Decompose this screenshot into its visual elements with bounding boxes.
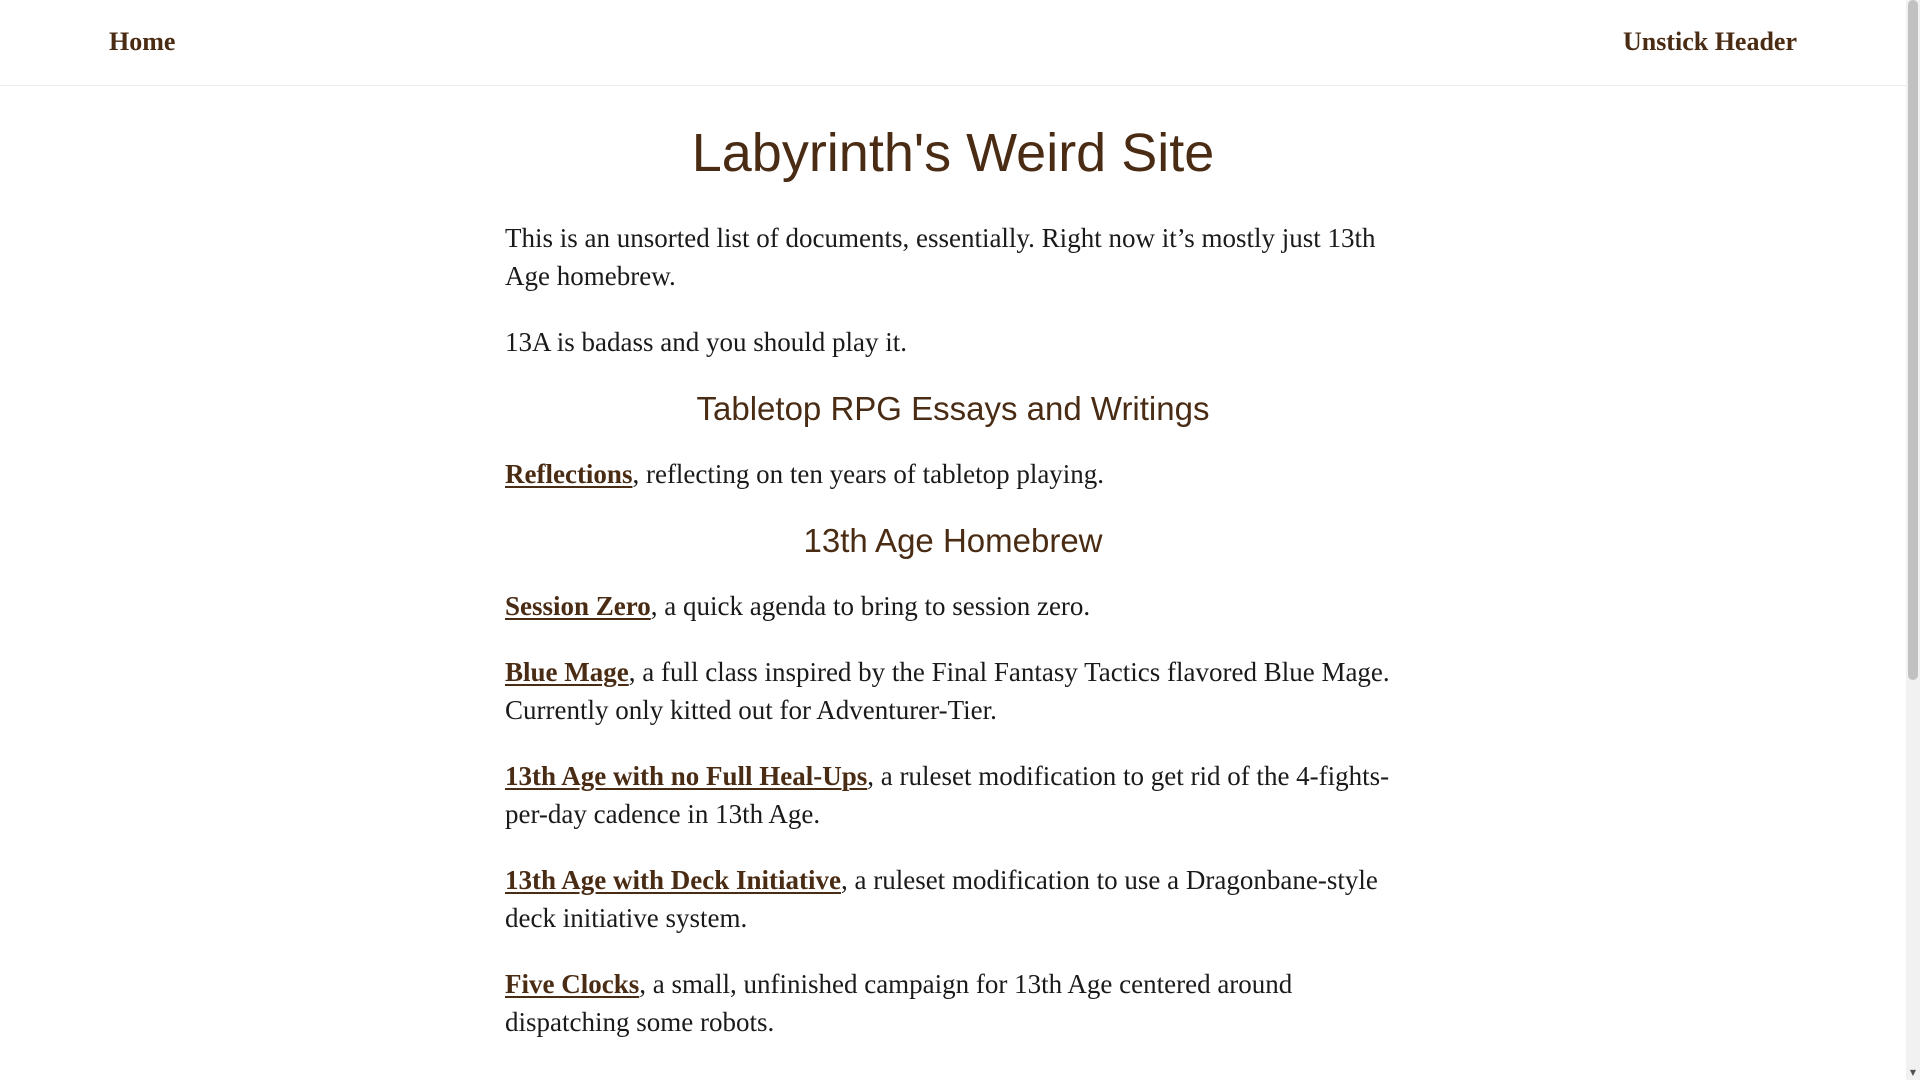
unstick-header-link[interactable]: Unstick Header — [1622, 26, 1797, 56]
main-content — [505, 124, 1401, 1041]
list-item-description: , a ruleset modification to get rid of the 4-fights-per-day cadence in 13th Age. — [505, 760, 1390, 829]
list-item-description: , a full class inspired by the Final Fantasy Tactics flavored Blue Mage. Currently only kitted out for Adventurer-Tier. — [505, 656, 1390, 725]
intro-paragraph: This is an unsorted list of documents, essentially. Right now it’s mostly just 13th Age homebrew. — [505, 223, 1376, 292]
list-item — [505, 587, 1401, 625]
list-item-description: , a small, unfinished campaign for 13th Age centered around dispatching some robots. — [505, 968, 1293, 1037]
list-item — [505, 965, 1401, 1041]
intro-paragraph-2: 13A is badass and you should play it. — [505, 327, 907, 358]
session-zero-link[interactable]: Session Zero — [505, 590, 651, 621]
list-item — [505, 757, 1401, 833]
page-title: Labyrinth's Weird Site — [691, 123, 1215, 183]
list-item — [505, 455, 1401, 493]
vertical-scrollbar[interactable] — [1906, 0, 1920, 1080]
scrollbar-thumb[interactable] — [1908, 0, 1918, 680]
scroll-down-arrow-icon[interactable]: ▼ — [1909, 1068, 1917, 1077]
list-item-description: , reflecting on ten years of tabletop playing. — [632, 458, 1105, 489]
blue-mage-link[interactable]: Blue Mage — [505, 656, 629, 687]
list-item-description: , a quick agenda to bring to session zero. — [650, 590, 1091, 621]
section-heading-homebrew: 13th Age Homebrew — [803, 521, 1103, 559]
section-heading-essays: Tabletop RPG Essays and Writings — [696, 390, 1210, 428]
list-item — [505, 861, 1401, 937]
list-item-description: , a ruleset modification to use a Dragonbane-style deck initiative system. — [505, 864, 1378, 933]
no-full-heal-ups-link[interactable]: 13th Age with no Full Heal-Ups — [505, 760, 868, 791]
five-clocks-link[interactable]: Five Clocks — [505, 968, 640, 999]
site-header — [0, 0, 1906, 86]
reflections-link[interactable]: Reflections — [505, 458, 633, 489]
home-link[interactable]: Home — [109, 26, 176, 56]
deck-initiative-link[interactable]: 13th Age with Deck Initiative — [505, 864, 841, 895]
list-item — [505, 653, 1401, 729]
